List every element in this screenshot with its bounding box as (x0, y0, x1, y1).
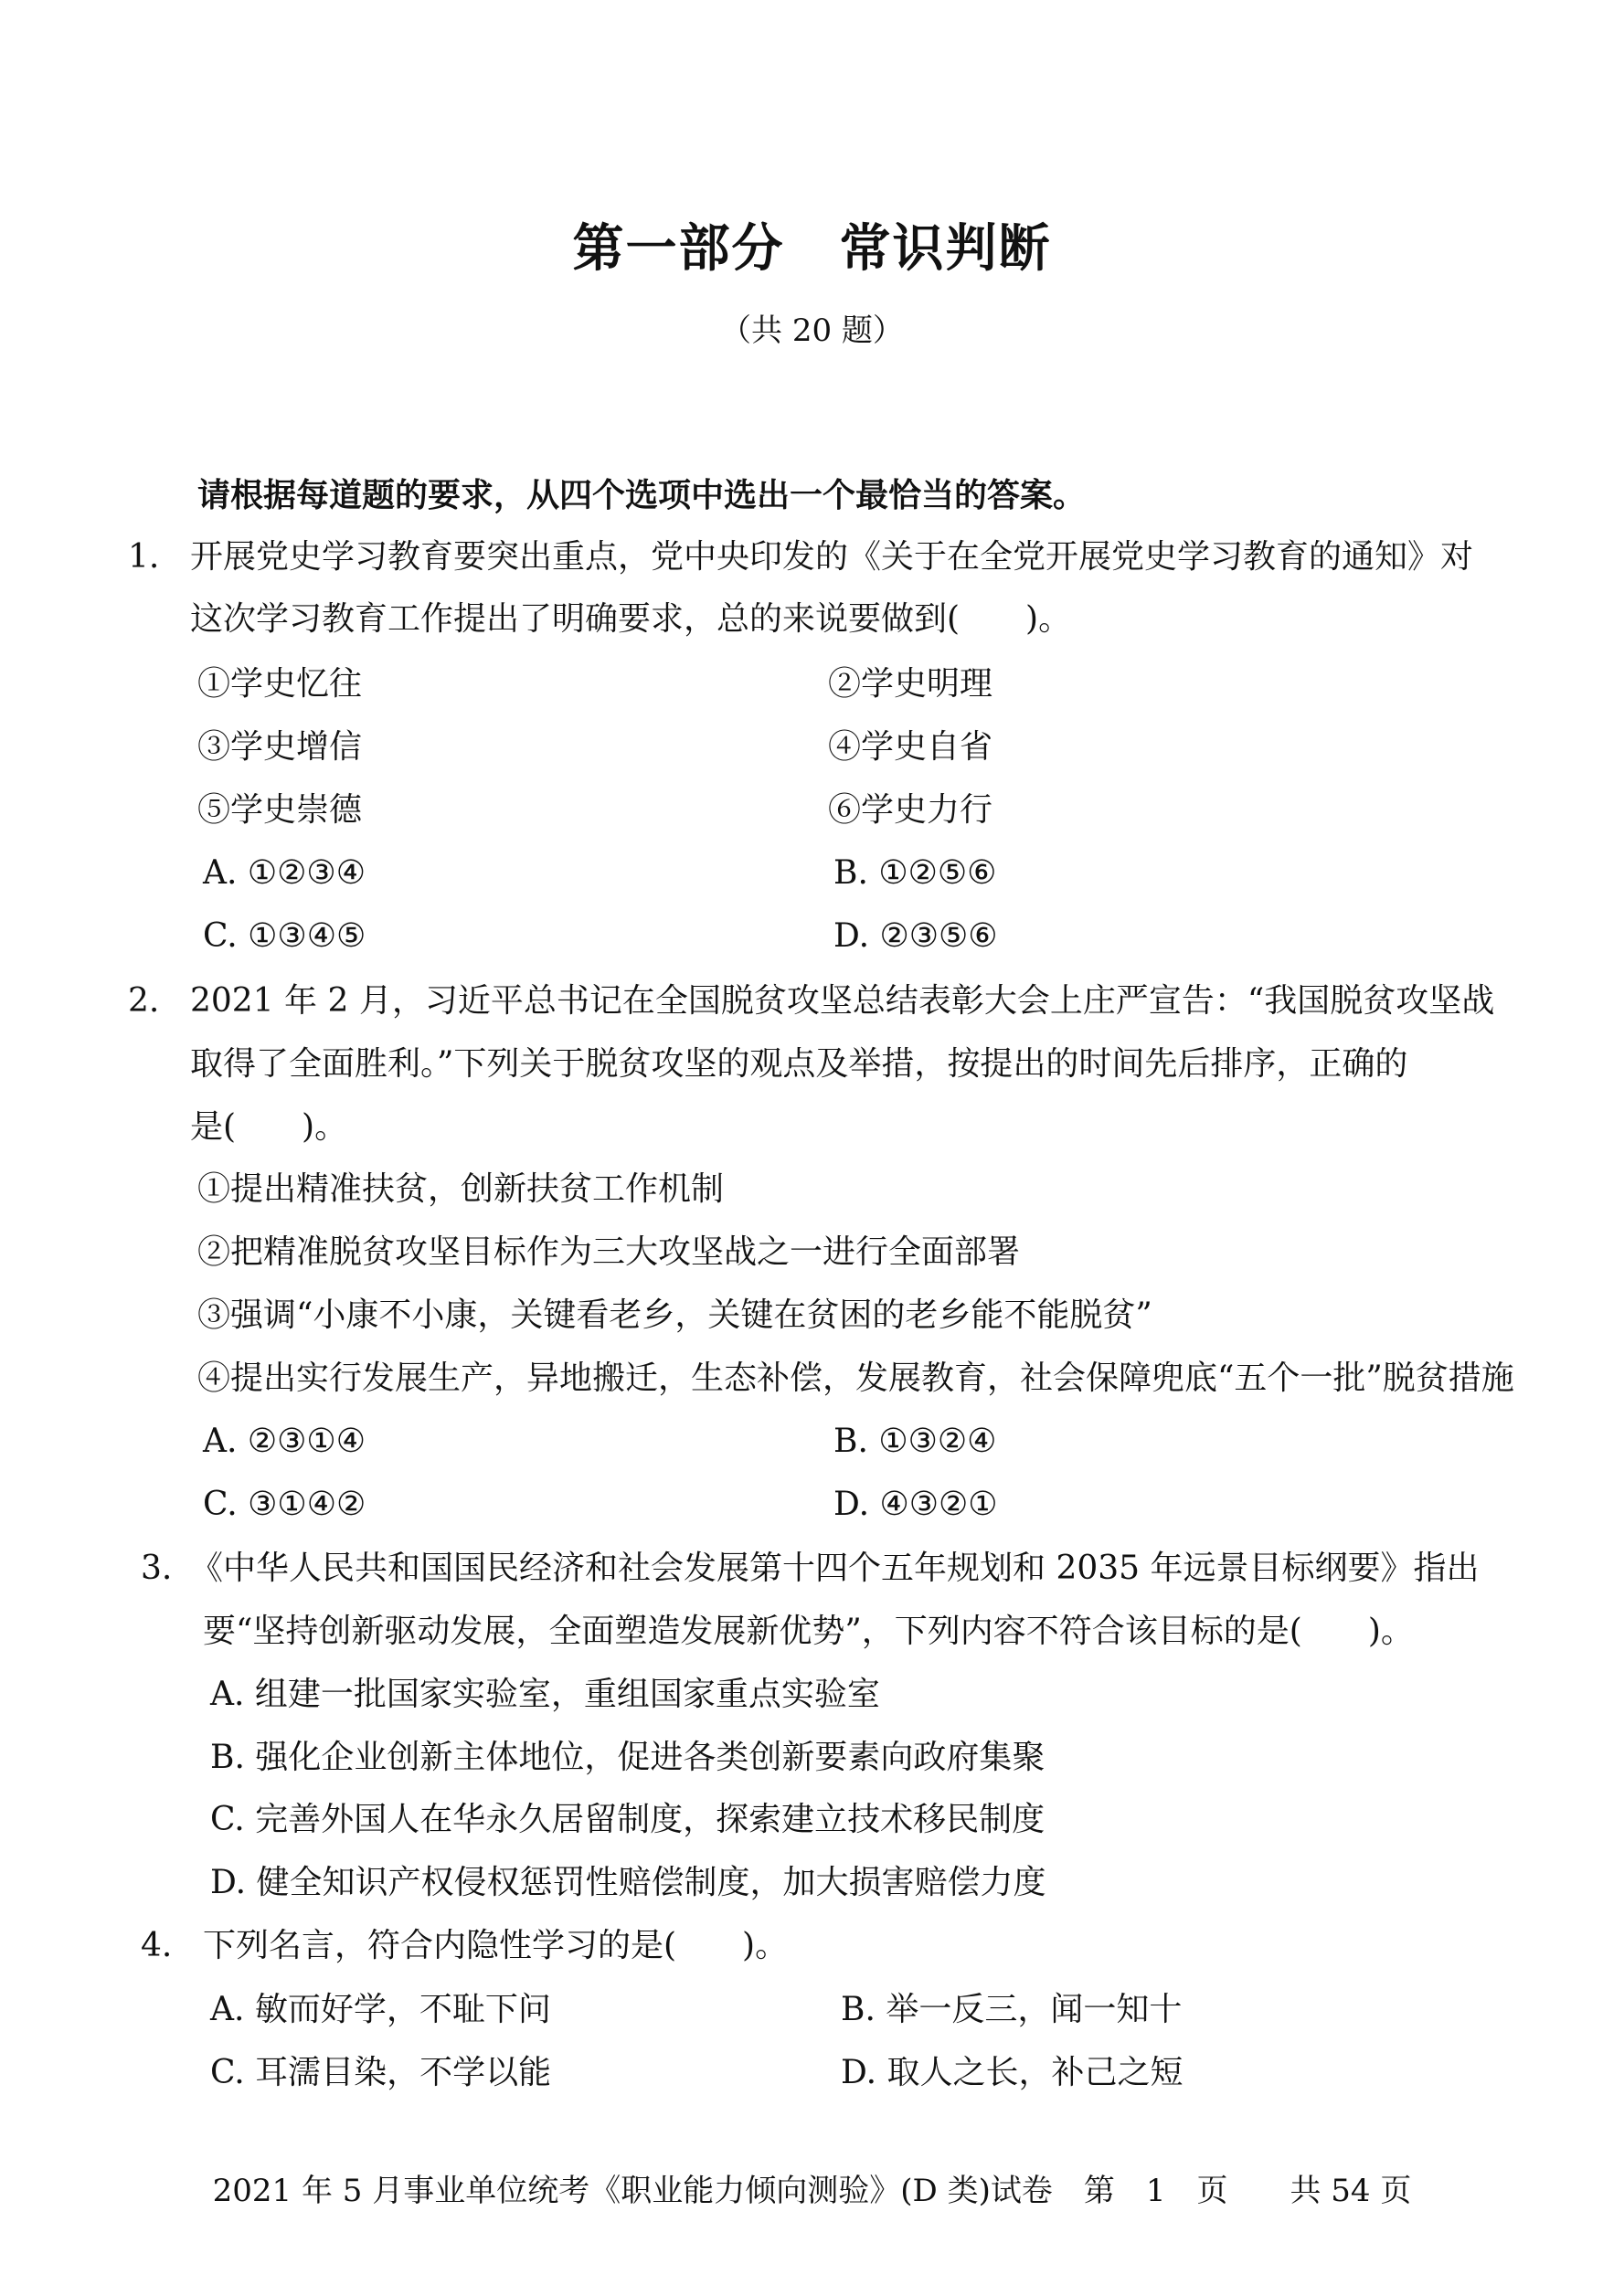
question-4-option-c: C. 耳濡目染，不学以能 (210, 2054, 552, 2091)
question-1-item: ③学史增信 (197, 728, 363, 766)
question-2-option-b: B. ①③②④ (833, 1423, 997, 1460)
question-1-option-b: B. ①②⑤⑥ (833, 854, 997, 892)
page-title (0, 208, 1624, 281)
question-1-item: ⑥学史力行 (828, 791, 993, 829)
question-3-option-c: C. 完善外国人在华永久居留制度，探索建立技术移民制度 (210, 1801, 1046, 1838)
question-2-stem-line-3: 是( )。 (190, 1108, 348, 1146)
instruction-text: 请根据每道题的要求，从四个选项中选出一个最恰当的答案。 (197, 477, 1087, 514)
question-1-stem-line-2: 这次学习教育工作提出了明确要求，总的来说要做到( )。 (190, 600, 1072, 638)
section-name: 常识判断 (839, 219, 1052, 279)
question-2-option-c: C. ③①④② (203, 1486, 366, 1523)
question-1-item: ④学史自省 (828, 728, 993, 766)
question-1-item: ⑤学史崇德 (197, 791, 363, 829)
question-4-stem: 下列名言，符合内隐性学习的是( )。 (203, 1927, 789, 1964)
question-2-item: ①提出精准扶贫，创新扶贫工作机制 (197, 1170, 725, 1208)
question-1-option-d: D. ②③⑤⑥ (833, 917, 998, 955)
question-2-item: ④提出实行发展生产，异地搬迁，生态补偿，发展教育，社会保障兜底“五个一批”脱贫措施 (197, 1360, 1514, 1397)
section-part-label: 第一部分 (572, 219, 785, 279)
question-2-stem-line-1: 2021 年 2 月，习近平总书记在全国脱贫攻坚总结表彰大会上庄严宣告：“我国脱贫攻坚战 (190, 982, 1495, 1020)
question-3-stem-line-1: 《中华人民共和国国民经济和社会发展第十四个五年规划和 2035 年远景目标纲要》指出 (190, 1550, 1480, 1587)
question-3-stem-line-2: 要“坚持创新驱动发展，全面塑造发展新优势”，下列内容不符合该目标的是( )。 (203, 1613, 1414, 1650)
question-1-option-c: C. ①③④⑤ (203, 917, 366, 955)
page-footer: 2021 年 5 月事业单位统考《职业能力倾向测验》(D 类)试卷 第 1 页 共 54 页 (212, 2173, 1412, 2209)
question-4-option-d: D. 取人之长，补己之短 (841, 2054, 1184, 2091)
question-2-stem-line-2: 取得了全面胜利。”下列关于脱贫攻坚的观点及举措，按提出的时间先后排序，正确的 (190, 1045, 1408, 1083)
question-count: （共 20 题） (720, 312, 904, 349)
question-2-item: ③强调“小康不小康，关键看老乡，关键在贫困的老乡能不能脱贫” (197, 1296, 1152, 1334)
question-3-option-b: B. 强化企业创新主体地位，促进各类创新要素向政府集聚 (210, 1739, 1046, 1776)
question-3-option-a: A. 组建一批国家实验室，重组国家重点实验室 (210, 1676, 880, 1713)
question-4-option-b: B. 举一反三，闻一知十 (841, 1991, 1183, 2028)
question-4-option-a: A. 敏而好学，不耻下问 (210, 1991, 551, 2028)
question-1-number: 1. (128, 538, 160, 576)
question-2-option-a: A. ②③①④ (203, 1423, 366, 1460)
question-2-item: ②把精准脱贫攻坚目标作为三大攻坚战之一进行全面部署 (197, 1233, 1021, 1271)
question-2-option-d: D. ④③②① (833, 1486, 998, 1523)
question-1-item: ①学史忆往 (197, 665, 363, 703)
question-1-stem-line-1: 开展党史学习教育要突出重点，党中央印发的《关于在全党开展党史学习教育的通知》对 (190, 538, 1474, 576)
question-4-number: 4. (141, 1927, 173, 1964)
question-1-item: ②学史明理 (828, 665, 993, 703)
question-2-number: 2. (128, 982, 160, 1020)
question-3-option-d: D. 健全知识产权侵权惩罚性赔偿制度，加大损害赔偿力度 (210, 1864, 1046, 1901)
question-3-number: 3. (141, 1550, 173, 1587)
question-1-option-a: A. ①②③④ (203, 854, 366, 892)
